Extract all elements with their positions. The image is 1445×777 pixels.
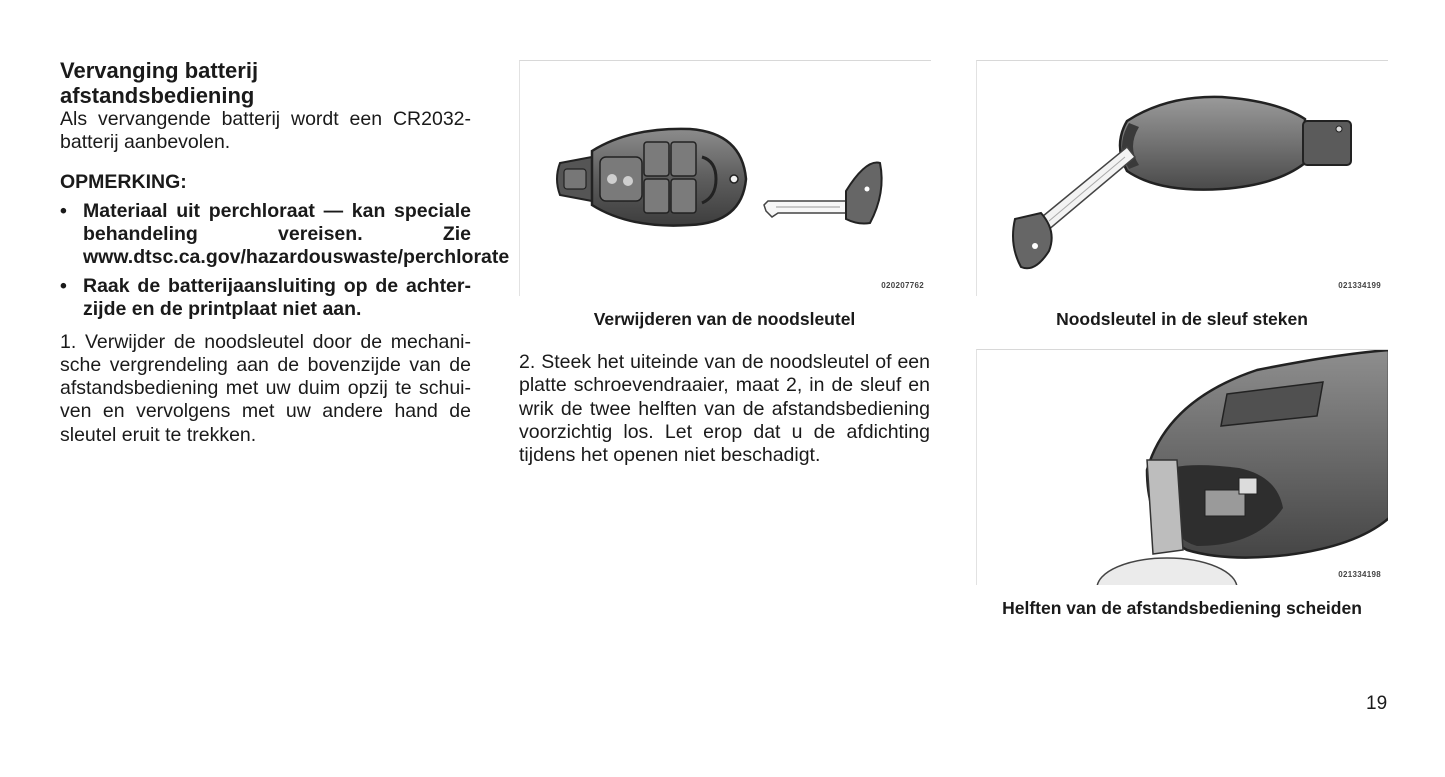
- figure-caption: Verwijderen van de noodsleutel: [593, 309, 856, 329]
- key-fob-and-key-illustration: [520, 61, 931, 296]
- key-insert-illustration: [977, 61, 1388, 296]
- page-number: 19: [1366, 693, 1388, 714]
- figure-caption: Noodsleutel in de sleuf steken: [1056, 309, 1308, 329]
- intro-paragraph: Als vervangende batterij wordt een CR2032-batterij aanbevolen.: [60, 108, 471, 154]
- bullet-icon: •: [60, 274, 67, 297]
- separate-halves-illustration: [977, 350, 1388, 585]
- figure-insert-key-in-slot: [976, 60, 1388, 296]
- section-title-line2: afstandsbediening: [60, 83, 255, 108]
- note-heading: OPMERKING:: [60, 170, 187, 193]
- figure-separate-halves: [976, 349, 1388, 585]
- figure-remove-emergency-key: [519, 60, 931, 296]
- middle-column: [519, 60, 930, 467]
- note-bullet-1-text: Materiaal uit perchloraat — kan speciale behandeling vereisen. Zie www.dtsc.ca.gov/hazardouswaste/perchlorate: [83, 199, 510, 268]
- bullet-icon: •: [60, 199, 67, 222]
- note-bullet-1: [60, 199, 510, 269]
- left-column: [60, 58, 510, 447]
- figure-caption: Helften van de afstandsbediening scheiden: [1002, 598, 1362, 618]
- note-bullet-2: [60, 275, 471, 321]
- step-1-paragraph: 1. Verwijder de noodsleutel door de mechani-sche vergrendeling aan de bovenzijde van de afstandsbediening met uw duim opzij te schui-ven en vervolgens met uw andere hand de sleutel eruit te trekken.: [60, 330, 471, 446]
- section-title: [60, 58, 471, 108]
- figure-code: 021334199: [1338, 281, 1381, 290]
- figure-code: 020207762: [881, 281, 924, 290]
- note-bullet-2-text: Raak de batterijaansluiting op de achter-zijde en de printplaat niet aan.: [83, 274, 471, 320]
- figure-code: 021334198: [1338, 570, 1381, 579]
- note-list: [60, 199, 510, 321]
- right-column: [976, 60, 1388, 618]
- step-2-paragraph: 2. Steek het uiteinde van de noodsleutel of een platte schroevendraaier, maat 2, in de sleuf en wrik de twee helften van de afstandsbediening voorzichtig los. Let erop dat u de afdichting tijdens het openen niet beschadigt.: [519, 351, 930, 467]
- section-title-line1: Vervanging batterij: [60, 58, 259, 83]
